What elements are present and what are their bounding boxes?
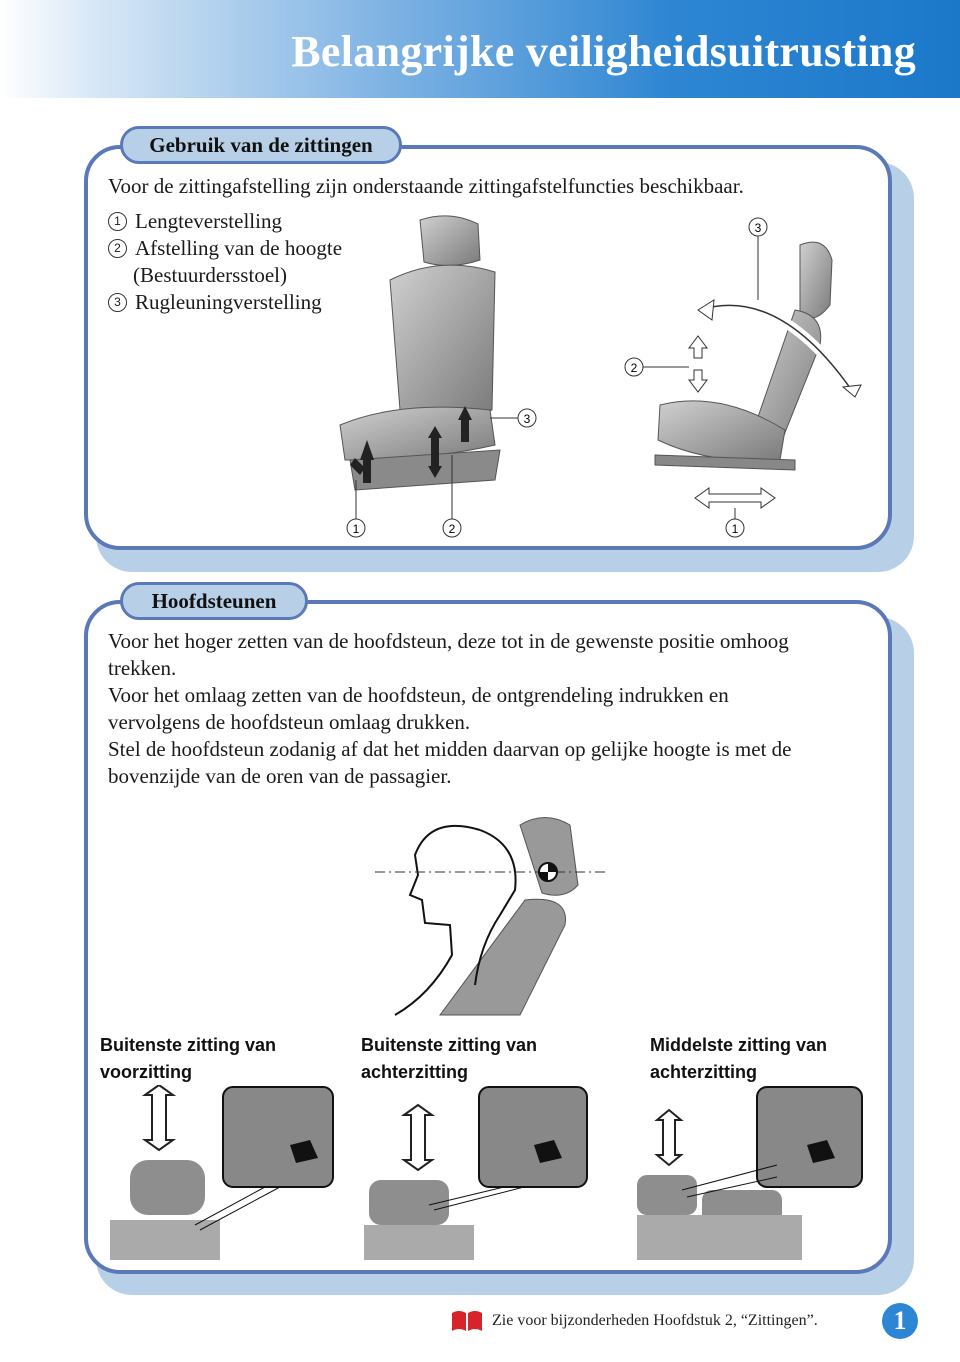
number-1-badge: 1 (108, 212, 127, 231)
seat-side-illustration (610, 215, 880, 540)
page-header (0, 0, 960, 98)
headrest-section-tab: Hoofdsteunen (120, 582, 308, 620)
list-item: 1 Lengteverstelling (108, 208, 342, 235)
seat-type-front-outer: Buitenste zitting van voorzitting (100, 1035, 277, 1082)
callout-1-icon (726, 519, 744, 537)
head-position-illustration (370, 805, 610, 1020)
seats-intro: Voor de zittingafstelling zijn onderstaande zittingafstelfuncties beschikbaar. (108, 174, 744, 198)
seat-front-illustration (320, 210, 550, 540)
callout-2-icon (443, 519, 461, 537)
seat-type-rear-outer: Buitenste zitting van achterzitting (361, 1035, 538, 1082)
rear-outer-headrest-image (364, 1085, 590, 1260)
svg-text:2: 2 (448, 522, 456, 536)
seats-section-tab: Gebruik van de zittingen (120, 126, 402, 164)
svg-text:1: 1 (731, 522, 739, 536)
number-3-badge: 3 (108, 293, 127, 312)
svg-text:3: 3 (523, 412, 531, 426)
list-item-sub: (Bestuurdersstoel) (133, 263, 287, 287)
rear-middle-headrest-image (637, 1085, 865, 1260)
list-item: 3 Rugleuningverstelling (108, 289, 342, 316)
svg-text:2: 2 (630, 361, 638, 375)
svg-text:3: 3 (754, 221, 762, 235)
footer-reference: Zie voor bijzonderheden Hoofdstuk 2, “Zittingen”. (492, 1312, 818, 1329)
number-2-badge: 2 (108, 239, 127, 258)
headrest-instructions: Voor het hoger zetten van de hoofdsteun, deze tot in de gewenste positie omhoog trekken. Voor het omlaag zetten van de hoofdsteun, de ontgrendeling indrukken en vervolgens de hoofdsteun omlaag drukken. Stel de hoofdsteun zodanig af dat het midden daarvan op gelijke hoogte is met de bovenzijde van de oren van de passagier. (108, 629, 792, 788)
book-icon (450, 1309, 484, 1333)
front-outer-headrest-image (105, 1085, 337, 1260)
seat-functions-list (108, 208, 342, 316)
callout-3-icon (518, 409, 536, 427)
page-title: Belangrijke veiligheidsuitrusting (291, 27, 916, 76)
svg-text:1: 1 (352, 522, 360, 536)
callout-2-icon (625, 358, 643, 376)
page-number: 1 (882, 1303, 918, 1339)
list-item: 2 Afstelling van de hoogte (108, 235, 342, 262)
callout-1-icon (347, 519, 365, 537)
callout-3-icon (749, 218, 767, 236)
seat-type-rear-middle: Middelste zitting van achterzitting (650, 1035, 828, 1082)
